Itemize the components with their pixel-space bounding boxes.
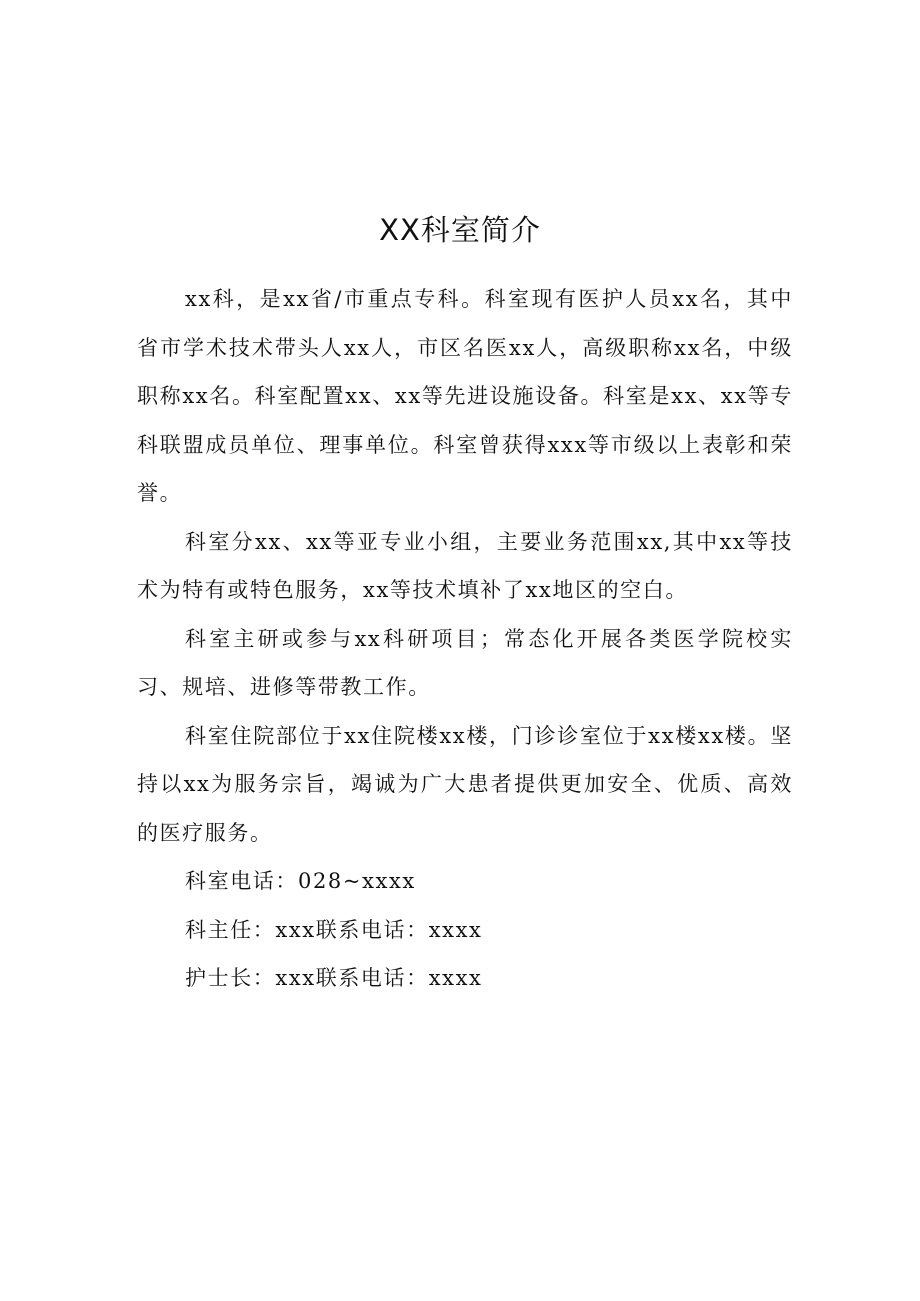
director-contact-line: 科主任：xxx联系电话：xxxx — [185, 917, 483, 942]
paragraph-research: 科室主研或参与xx科研项目；常态化开展各类医学院校实习、规培、进修等带教工作。 — [137, 626, 793, 699]
dept-phone-line: 科室电话：028~xxxx — [185, 869, 416, 893]
document-title: XX科室简介 — [379, 213, 541, 247]
paragraph-specialties: 科室分xx、xx等亚专业小组，主要业务范围xx,其中xx等技术为特有或特色服务，xx等技术填补了xx地区的空白。 — [137, 529, 793, 602]
paragraph-overview: xx科，是xx省/市重点专科。科室现有医护人员xx名，其中省市学术技术带头人xx人，市区名医xx人，高级职称xx名，中级职称xx名。科室配置xx、xx等先进设施设备。科室是xx、xx等专科联盟成员单位、理事单位。科室曾获得xxx等市级以上表彰和荣誉。 — [137, 287, 793, 505]
paragraph-location: 科室住院部位于xx住院楼xx楼，门诊诊室位于xx楼xx楼。坚持以xx为服务宗旨，竭诚为广大患者提供更加安全、优质、高效的医疗服务。 — [137, 723, 793, 845]
document-body — [137, 275, 793, 1003]
head-nurse-contact-line: 护士长：xxx联系电话：xxxx — [185, 966, 483, 990]
